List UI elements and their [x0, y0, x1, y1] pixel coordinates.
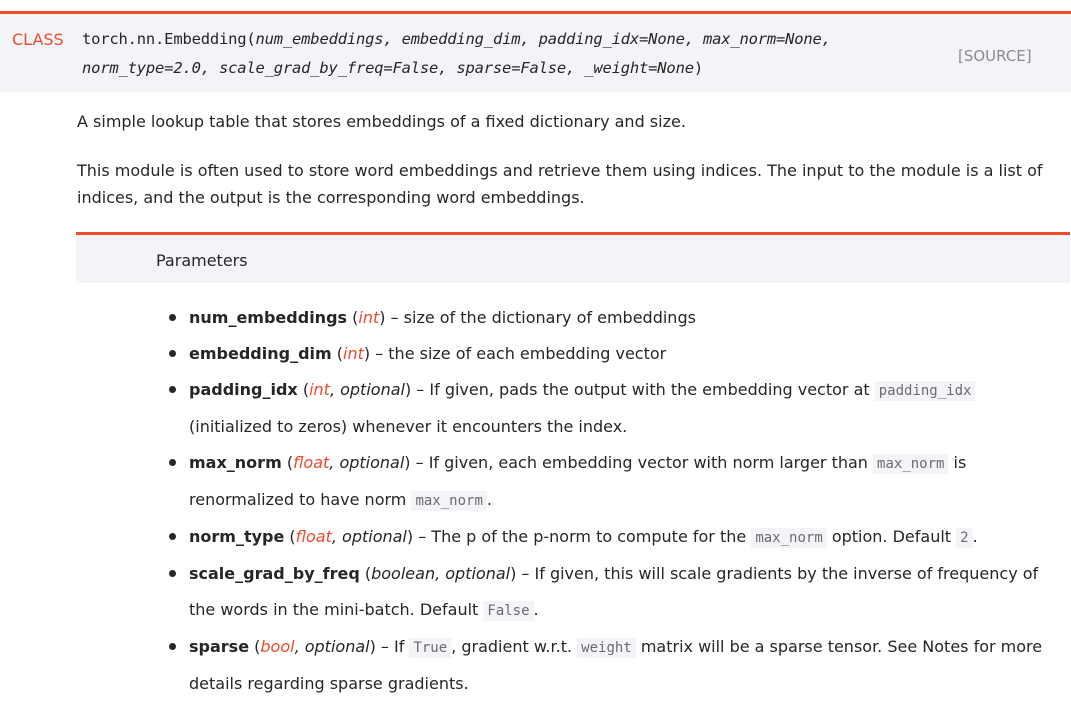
param-close-paren: ): [406, 527, 414, 546]
inline-code: max_norm: [873, 454, 948, 474]
param-desc: – If: [375, 637, 410, 656]
param-optional: , optional: [329, 380, 405, 399]
param-open-paren: (: [249, 637, 261, 656]
signature-line-2: [82, 59, 703, 77]
signature-line-1: [82, 30, 831, 48]
param-desc: (initialized to zeros) whenever it encounters the index.: [189, 417, 628, 436]
param-sparse: [168, 629, 1058, 702]
param-name: scale_grad_by_freq: [189, 564, 360, 583]
param-padding-idx: [168, 372, 1058, 445]
inline-code: False: [483, 601, 533, 621]
param-type-link[interactable]: int: [358, 308, 380, 327]
inline-code: max_norm: [411, 491, 486, 511]
param-name: embedding_dim: [189, 344, 332, 363]
param-open-paren: (: [281, 453, 294, 472]
param-desc: – If given, each embedding vector with norm larger than: [410, 453, 874, 472]
class-signature: [0, 11, 1071, 92]
param-open-paren: (: [331, 344, 343, 363]
param-desc: is renormalized to have norm: [189, 453, 967, 509]
param-open-paren: (: [347, 308, 359, 327]
inline-code: 2: [956, 528, 972, 548]
param-name: padding_idx: [189, 380, 298, 399]
param-close-paren: ): [363, 344, 371, 363]
param-close-paren: ): [404, 453, 411, 472]
inline-code: padding_idx: [875, 381, 976, 401]
signature-close-paren: ): [693, 59, 703, 77]
param-optional: , optional: [329, 453, 405, 472]
param-optional: boolean, optional: [371, 564, 511, 583]
param-close-paren: ): [369, 637, 376, 656]
param-open-paren: (: [359, 564, 372, 583]
parameters-list: [168, 300, 1058, 702]
param-open-paren: (: [284, 527, 296, 546]
param-close-paren: ): [510, 564, 517, 583]
class-label: CLASS: [12, 30, 64, 49]
signature-class-name: torch.nn.Embedding(: [82, 30, 256, 48]
signature-args-2: norm_type=2.0, scale_grad_by_freq=False, sparse=False, _weight=None: [82, 59, 694, 77]
inline-code: weight: [577, 638, 636, 658]
param-num-embeddings: [168, 300, 1058, 336]
param-desc: – the size of each embedding vector: [370, 344, 667, 363]
param-desc: option. Default: [826, 527, 957, 546]
param-type-link[interactable]: float: [295, 527, 332, 546]
param-open-paren: (: [297, 380, 310, 399]
param-type-link[interactable]: float: [293, 453, 330, 472]
parameters-title: Parameters: [156, 251, 248, 270]
parameters-header: [76, 232, 1070, 283]
param-optional: , optional: [294, 637, 370, 656]
param-optional: , optional: [331, 527, 407, 546]
param-name: max_norm: [189, 453, 282, 472]
param-scale-grad-by-freq: [168, 556, 1058, 629]
param-name: norm_type: [189, 527, 285, 546]
param-type-link[interactable]: int: [309, 380, 330, 399]
param-desc: , gradient w.r.t.: [451, 637, 578, 656]
description-paragraph-1: A simple lookup table that stores embeddings of a fixed dictionary and size.: [77, 112, 686, 131]
inline-code: max_norm: [751, 528, 826, 548]
param-desc: – If given, pads the output with the embedding vector at: [411, 380, 875, 399]
param-type-link[interactable]: bool: [260, 637, 295, 656]
param-norm-type: [168, 519, 1058, 556]
param-name: num_embeddings: [189, 308, 348, 327]
param-desc: – If given, this will scale gradients by the inverse of frequency of the words in the mini-batch. Default: [189, 564, 1039, 619]
param-desc: .: [533, 600, 539, 619]
signature-args-1: num_embeddings, embedding_dim, padding_idx=None, max_norm=None,: [255, 30, 831, 48]
param-close-paren: ): [404, 380, 412, 399]
param-name: sparse: [189, 637, 250, 656]
description-paragraph-2: This module is often used to store word embeddings and retrieve them using indices. The input to the module is a list of indices, and the output is the corresponding word embeddings.: [77, 161, 1043, 207]
param-desc: matrix will be a sparse tensor. See Notes for more details regarding sparse gradients.: [189, 637, 1043, 693]
param-desc: – The p of the p-norm to compute for the: [413, 527, 752, 546]
param-desc: – size of the dictionary of embeddings: [385, 308, 696, 327]
param-close-paren: ): [379, 308, 386, 327]
param-max-norm: [168, 445, 1058, 519]
param-type-link[interactable]: int: [343, 344, 364, 363]
param-desc: .: [486, 490, 492, 509]
param-desc: .: [972, 527, 978, 546]
param-embedding-dim: [168, 336, 1058, 372]
source-link[interactable]: [SOURCE]: [958, 47, 1032, 65]
inline-code: True: [409, 638, 451, 658]
